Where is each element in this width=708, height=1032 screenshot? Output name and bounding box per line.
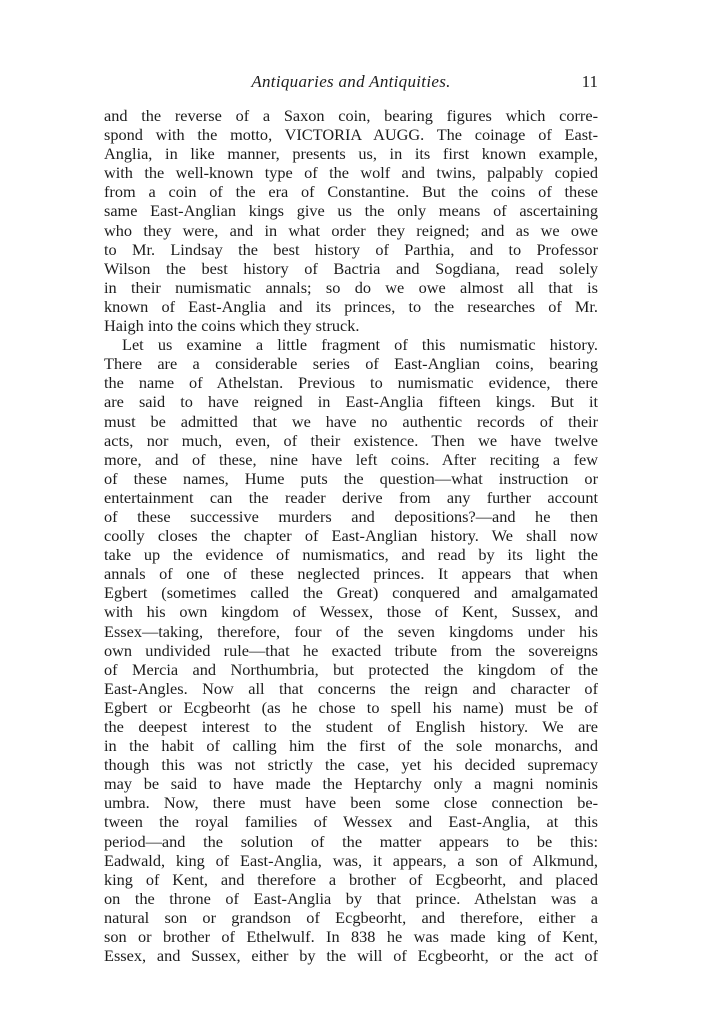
text-line: acts, nor much, even, of their existence. Then we have twelve [104, 430, 598, 450]
text-line: Egbert (sometimes called the Great) conquered and amalgamated [104, 583, 598, 603]
text-line: take up the evidence of numismatics, and read by its light the [104, 545, 598, 565]
text-line: who they were, and in what order they reigned; and as we owe [104, 220, 598, 240]
text-line: East-Angles. Now all that concerns the reign and character of [104, 678, 598, 698]
text-line: with his own kingdom of Wessex, those of Kent, Sussex, and [104, 602, 598, 622]
text-line: period—and the solution of the matter appears to be this: [104, 831, 598, 851]
running-title: Antiquaries and Antiquities. [251, 72, 451, 91]
text-line: tween the royal families of Wessex and East-Anglia, at this [104, 812, 598, 832]
text-line: Essex, and Sussex, either by the will of Ecgbeorht, or the act of [104, 946, 598, 966]
text-line: annals of one of these neglected princes. It appears that when [104, 564, 598, 584]
text-line: known of East-Anglia and its princes, to the researches of Mr. [104, 296, 598, 316]
text-line: There are a considerable series of East-Anglian coins, bearing [104, 354, 598, 374]
text-line: Anglia, in like manner, presents us, in its first known example, [104, 144, 598, 164]
text-line: coolly closes the chapter of East-Anglian history. We shall now [104, 526, 598, 546]
text-line: same East-Anglian kings give us the only means of ascertaining [104, 201, 598, 221]
text-line: of these names, Hume puts the question—what instruction or [104, 468, 598, 488]
text-line: from a coin of the era of Constantine. But the coins of these [104, 182, 598, 202]
paragraph-end-line: Haigh into the coins which they struck. [104, 316, 360, 336]
text-line: may be said to have made the Heptarchy only a magni nominis [104, 774, 598, 794]
text-line: king of Kent, and therefore a brother of Ecgbeorht, and placed [104, 869, 598, 889]
text-line: umbra. Now, there must have been some close connection be- [104, 793, 598, 813]
text-line: son or brother of Ethelwulf. In 838 he was made king of Kent, [104, 927, 598, 947]
text-line: are said to have reigned in East-Anglia fifteen kings. But it [104, 392, 598, 412]
text-line: though this was not strictly the case, yet his decided supremacy [104, 755, 598, 775]
text-line: entertainment can the reader derive from any further account [104, 487, 598, 507]
text-line: on the throne of East-Anglia by that prince. Athelstan was a [104, 888, 598, 908]
text-line: and the reverse of a Saxon coin, bearing figures which corre- [104, 106, 598, 125]
text-line: of these successive murders and depositions?—and he then [104, 506, 598, 526]
text-line: natural son or grandson of Ecgbeorht, and therefore, either a [104, 907, 598, 927]
text-line: the deepest interest to the student of English history. We are [104, 717, 598, 736]
page-number: 11 [581, 72, 598, 91]
text-line: Eadwald, king of East-Anglia, was, it appears, a son of Alkmund, [104, 850, 598, 870]
text-line: Wilson the best history of Bactria and Sogdiana, read solely [104, 258, 598, 278]
text-line: in their numismatic annals; so do we owe almost all that is [104, 277, 598, 297]
text-line: to Mr. Lindsay the best history of Parthia, and to Professor [104, 239, 598, 259]
body-text [104, 106, 598, 965]
text-line: must be admitted that we have no authentic records of their [104, 411, 598, 431]
text-line: spond with the motto, VICTORIA AUGG. The coinage of East- [104, 125, 598, 145]
text-line: own undivided rule—that he exacted tribute from the sovereigns [104, 640, 598, 660]
text-line: Essex—taking, therefore, four of the seven kingdoms under his [104, 621, 598, 641]
text-line: of Mercia and Northumbria, but protected the kingdom of the [104, 659, 598, 679]
running-head [104, 72, 598, 96]
text-line: more, and of these, nine have left coins. After reciting a few [104, 449, 598, 469]
text-line: the name of Athelstan. Previous to numismatic evidence, there [104, 373, 598, 393]
text-line: Egbert or Ecgbeorht (as he chose to spell his name) must be of [104, 697, 598, 717]
text-line: in the habit of calling him the first of the sole monarchs, and [104, 736, 598, 756]
paragraph-first-line: Let us examine a little fragment of this numismatic history. [122, 335, 598, 355]
text-line: with the well-known type of the wolf and twins, palpably copied [104, 163, 598, 183]
